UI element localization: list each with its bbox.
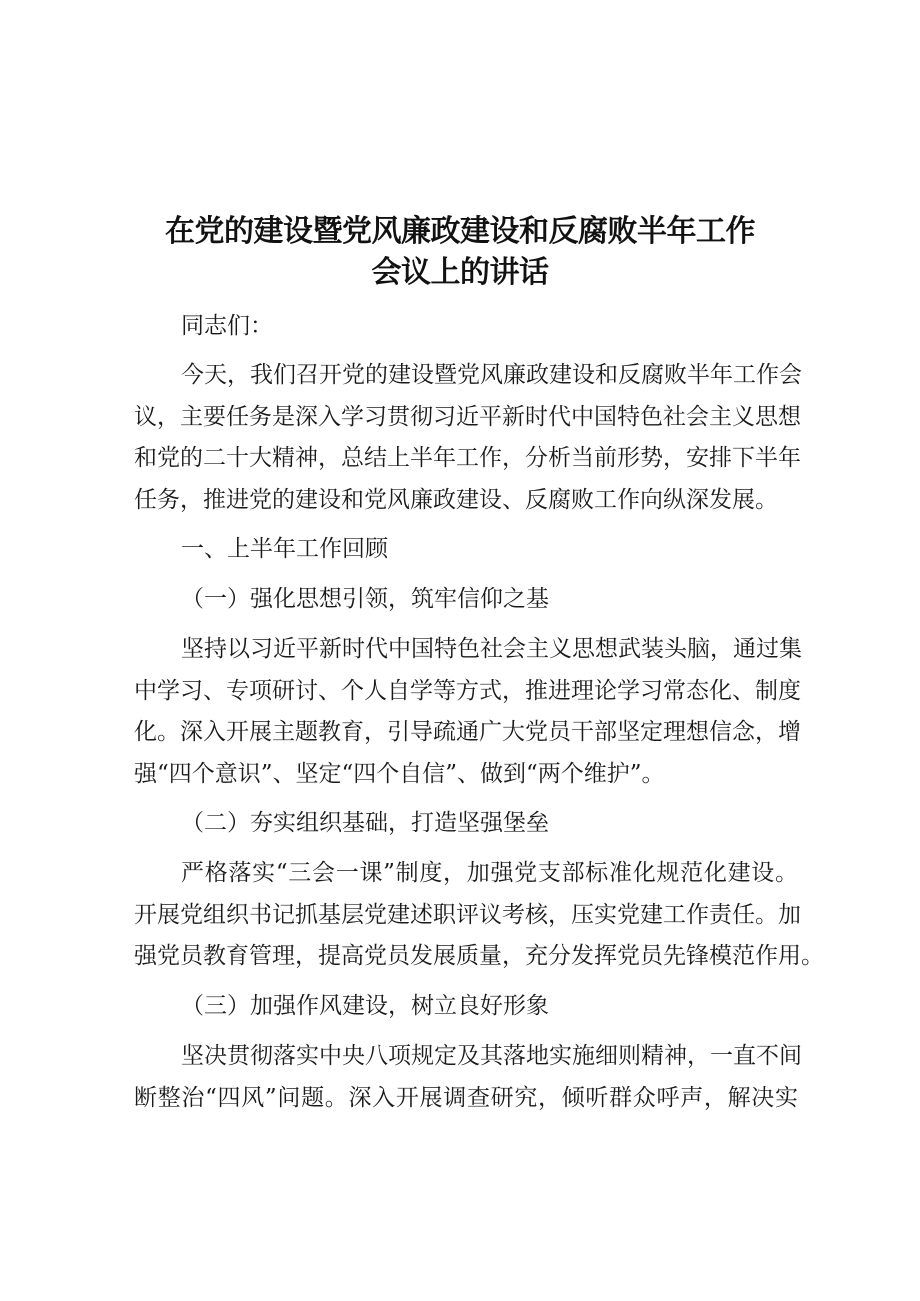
subsection-1-line-1: 坚持以习近平新时代中国特色社会主义思想武装头脑，通过集 [181, 636, 802, 662]
subsection-3-line-1: 坚决贯彻落实中央八项规定及其落地实施细则精神，一直不间 [181, 1043, 802, 1069]
subsection-1-heading: （一）强化思想引领，筑牢信仰之基 [181, 586, 549, 612]
subsection-2-heading: （二）夯实组织基础，打造坚强堡垒 [181, 810, 549, 836]
subsection-2-line-1: 严格落实“三会一课”制度，加强党支部标准化规范化建设。 [181, 860, 798, 886]
subsection-1-line-3: 化。深入开展主题教育，引导疏通广大党员干部坚定理想信念，增 [134, 719, 801, 745]
document-title-line-2: 会议上的讲话 [371, 255, 549, 290]
subsection-3-heading: （三）加强作风建设，树立良好形象 [181, 993, 549, 1019]
salutation: 同志们： [181, 313, 273, 339]
subsection-1-line-2: 中学习、专项研讨、个人自学等方式，推进理论学习常态化、制度 [134, 678, 801, 704]
subsection-1-line-4: 强“四个意识”、坚定“四个自信”、做到“两个维护”。 [134, 761, 665, 787]
intro-line-3: 和党的二十大精神，总结上半年工作，分析当前形势，安排下半年 [134, 445, 801, 471]
intro-line-2: 议，主要任务是深入学习贯彻习近平新时代中国特色社会主义思想 [134, 404, 801, 430]
document-title-line-1: 在党的建设暨党风廉政建设和反腐败半年工作 [165, 214, 755, 249]
section-1-heading: 一、上半年工作回顾 [181, 536, 388, 562]
intro-line-4: 任务，推进党的建设和党风廉政建设、反腐败工作向纵深发展。 [134, 487, 778, 513]
subsection-3-line-2: 断整治“四风”问题。深入开展调查研究，倾听群众呼声，解决实 [134, 1085, 798, 1111]
intro-line-1: 今天，我们召开党的建设暨党风廉政建设和反腐败半年工作会 [181, 362, 802, 388]
subsection-2-line-3: 强党员教育管理，提高党员发展质量，充分发挥党员先锋模范作用。 [134, 943, 824, 969]
subsection-2-line-2: 开展党组织书记抓基层党建述职评议考核，压实党建工作责任。加 [134, 902, 801, 928]
